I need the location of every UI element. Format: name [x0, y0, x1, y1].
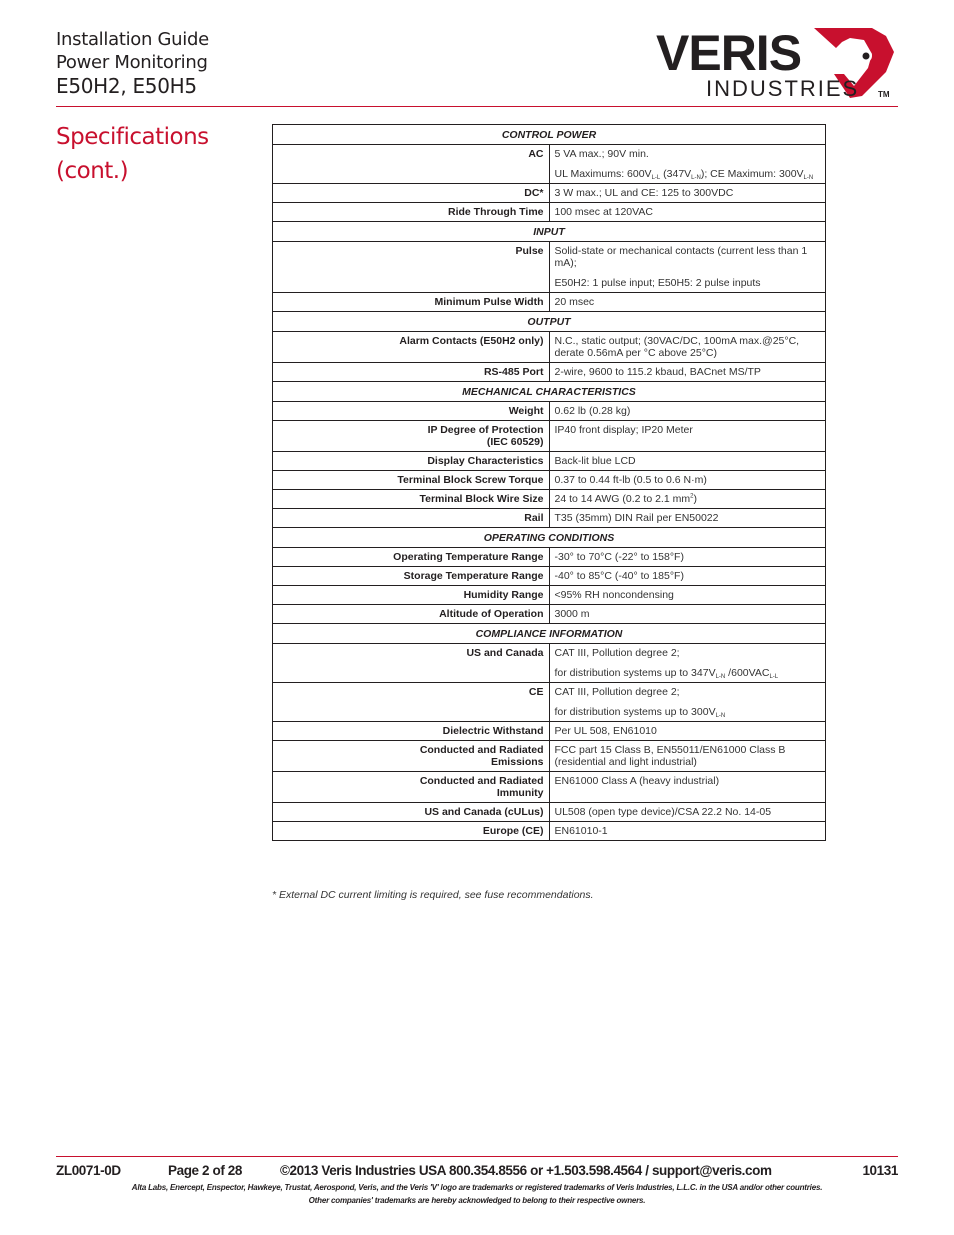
table-row: Rail T35 (35mm) DIN Rail per EN50022	[273, 509, 826, 528]
footer	[56, 1163, 898, 1183]
section-row-operating: OPERATING CONDITIONS	[273, 528, 826, 548]
section-row-output: OUTPUT	[273, 312, 826, 332]
page-number: Page 2 of 28	[168, 1163, 242, 1178]
table-row: US and Canada CAT III, Pollution degree 2; for distribution systems up to $347V_{L-N}$ $/600VAC_{L-L}$	[273, 644, 826, 683]
table-row: AC 5 VA max.; 90V min. UL Maximums: $600V_{L-L}$ $(347V_{L-N})$; CE Maximum: $300V_{L-N}$	[273, 145, 826, 184]
spec-table	[272, 124, 826, 841]
footnote: * External DC current limiting is required, see fuse recommendations.	[272, 889, 594, 901]
trademark-line-1: Alta Labs, Enercept, Enspector, Hawkeye, Trustat, Aerospond, Veris, and the Veris 'V' logo are trademarks or registered trademarks of Veris Industries, L.L.C. in the USA and/or other countries.	[131, 1183, 823, 1192]
table-row: Europe (CE) EN61010-1	[273, 822, 826, 841]
doc-id: ZL0071-0D	[56, 1163, 121, 1178]
table-row: IP Degree of Protection (IEC 60529) IP40 front display; IP20 Meter	[273, 421, 826, 452]
table-row: Ride Through Time 100 msec at 120VAC	[273, 203, 826, 222]
header-text	[56, 28, 209, 98]
section-title: Specifications (cont.)	[56, 124, 209, 184]
table-row: US and Canada (cULus) UL508 (open type device)/CSA 22.2 No. 14-05	[273, 803, 826, 822]
section-row-control-power: CONTROL POWER	[273, 125, 826, 145]
logo-sub: INDUSTRIES	[706, 76, 860, 101]
section-row-compliance: COMPLIANCE INFORMATION	[273, 624, 826, 644]
contact-info: ©2013 Veris Industries USA 800.354.8556 or +1.503.598.4564 / support@veris.com	[280, 1163, 772, 1178]
table-row: Operating Temperature Range -30° to 70°C (-22° to 158°F)	[273, 548, 826, 567]
table-row: Minimum Pulse Width 20 msec	[273, 293, 826, 312]
table-row: Terminal Block Screw Torque 0.37 to 0.44 ft-lb (0.5 to 0.6 N·m)	[273, 471, 826, 490]
table-row: Terminal Block Wire Size 24 to 14 AWG (0.2 to 2.1 $mm^2$)	[273, 490, 826, 509]
table-row: Weight 0.62 lb (0.28 kg)	[273, 402, 826, 421]
veris-logo	[654, 24, 898, 102]
table-row: RS-485 Port 2-wire, 9600 to 115.2 kbaud, BACnet MS/TP	[273, 363, 826, 382]
trademark-line-2: Other companies' trademarks are hereby acknowledged to belong to their respective owners.	[308, 1196, 646, 1205]
product-category: Power Monitoring	[56, 52, 208, 73]
doc-code: 10131	[862, 1163, 898, 1178]
doc-type: Installation Guide	[56, 29, 209, 50]
table-row: Dielectric Withstand Per UL 508, EN61010	[273, 722, 826, 741]
logo-tm: TM	[878, 90, 890, 99]
table-row: CE CAT III, Pollution degree 2; for distribution systems up to $300V_{L-N}$	[273, 683, 826, 722]
header-rule	[56, 106, 898, 107]
table-row: Storage Temperature Range -40° to 85°C (-40° to 185°F)	[273, 567, 826, 586]
table-row: Conducted and Radiated Immunity EN61000 Class A (heavy industrial)	[273, 772, 826, 803]
table-row: Humidity Range <95% RH noncondensing	[273, 586, 826, 605]
logo-brand: VERIS	[656, 25, 802, 81]
table-row: Conducted and Radiated Emissions FCC part 15 Class B, EN55011/EN61000 Class B (residential and light industrial)	[273, 741, 826, 772]
table-row: Altitude of Operation 3000 m	[273, 605, 826, 624]
footer-rule	[56, 1156, 898, 1157]
table-row: Alarm Contacts (E50H2 only) N.C., static output; (30VAC/DC, 100mA max.@25°C, derate 0.56mA per °C above 25°C)	[273, 332, 826, 363]
table-row: Display Characteristics Back-lit blue LCD	[273, 452, 826, 471]
section-row-input: INPUT	[273, 222, 826, 242]
model-numbers: E50H2, E50H5	[56, 74, 197, 98]
table-row: DC* 3 W max.; UL and CE: 125 to 300VDC	[273, 184, 826, 203]
table-row: Pulse Solid-state or mechanical contacts (current less than 1 mA); E50H2: 1 pulse input; E50H5: 2 pulse inputs	[273, 242, 826, 293]
section-row-mechanical: MECHANICAL CHARACTERISTICS	[273, 382, 826, 402]
